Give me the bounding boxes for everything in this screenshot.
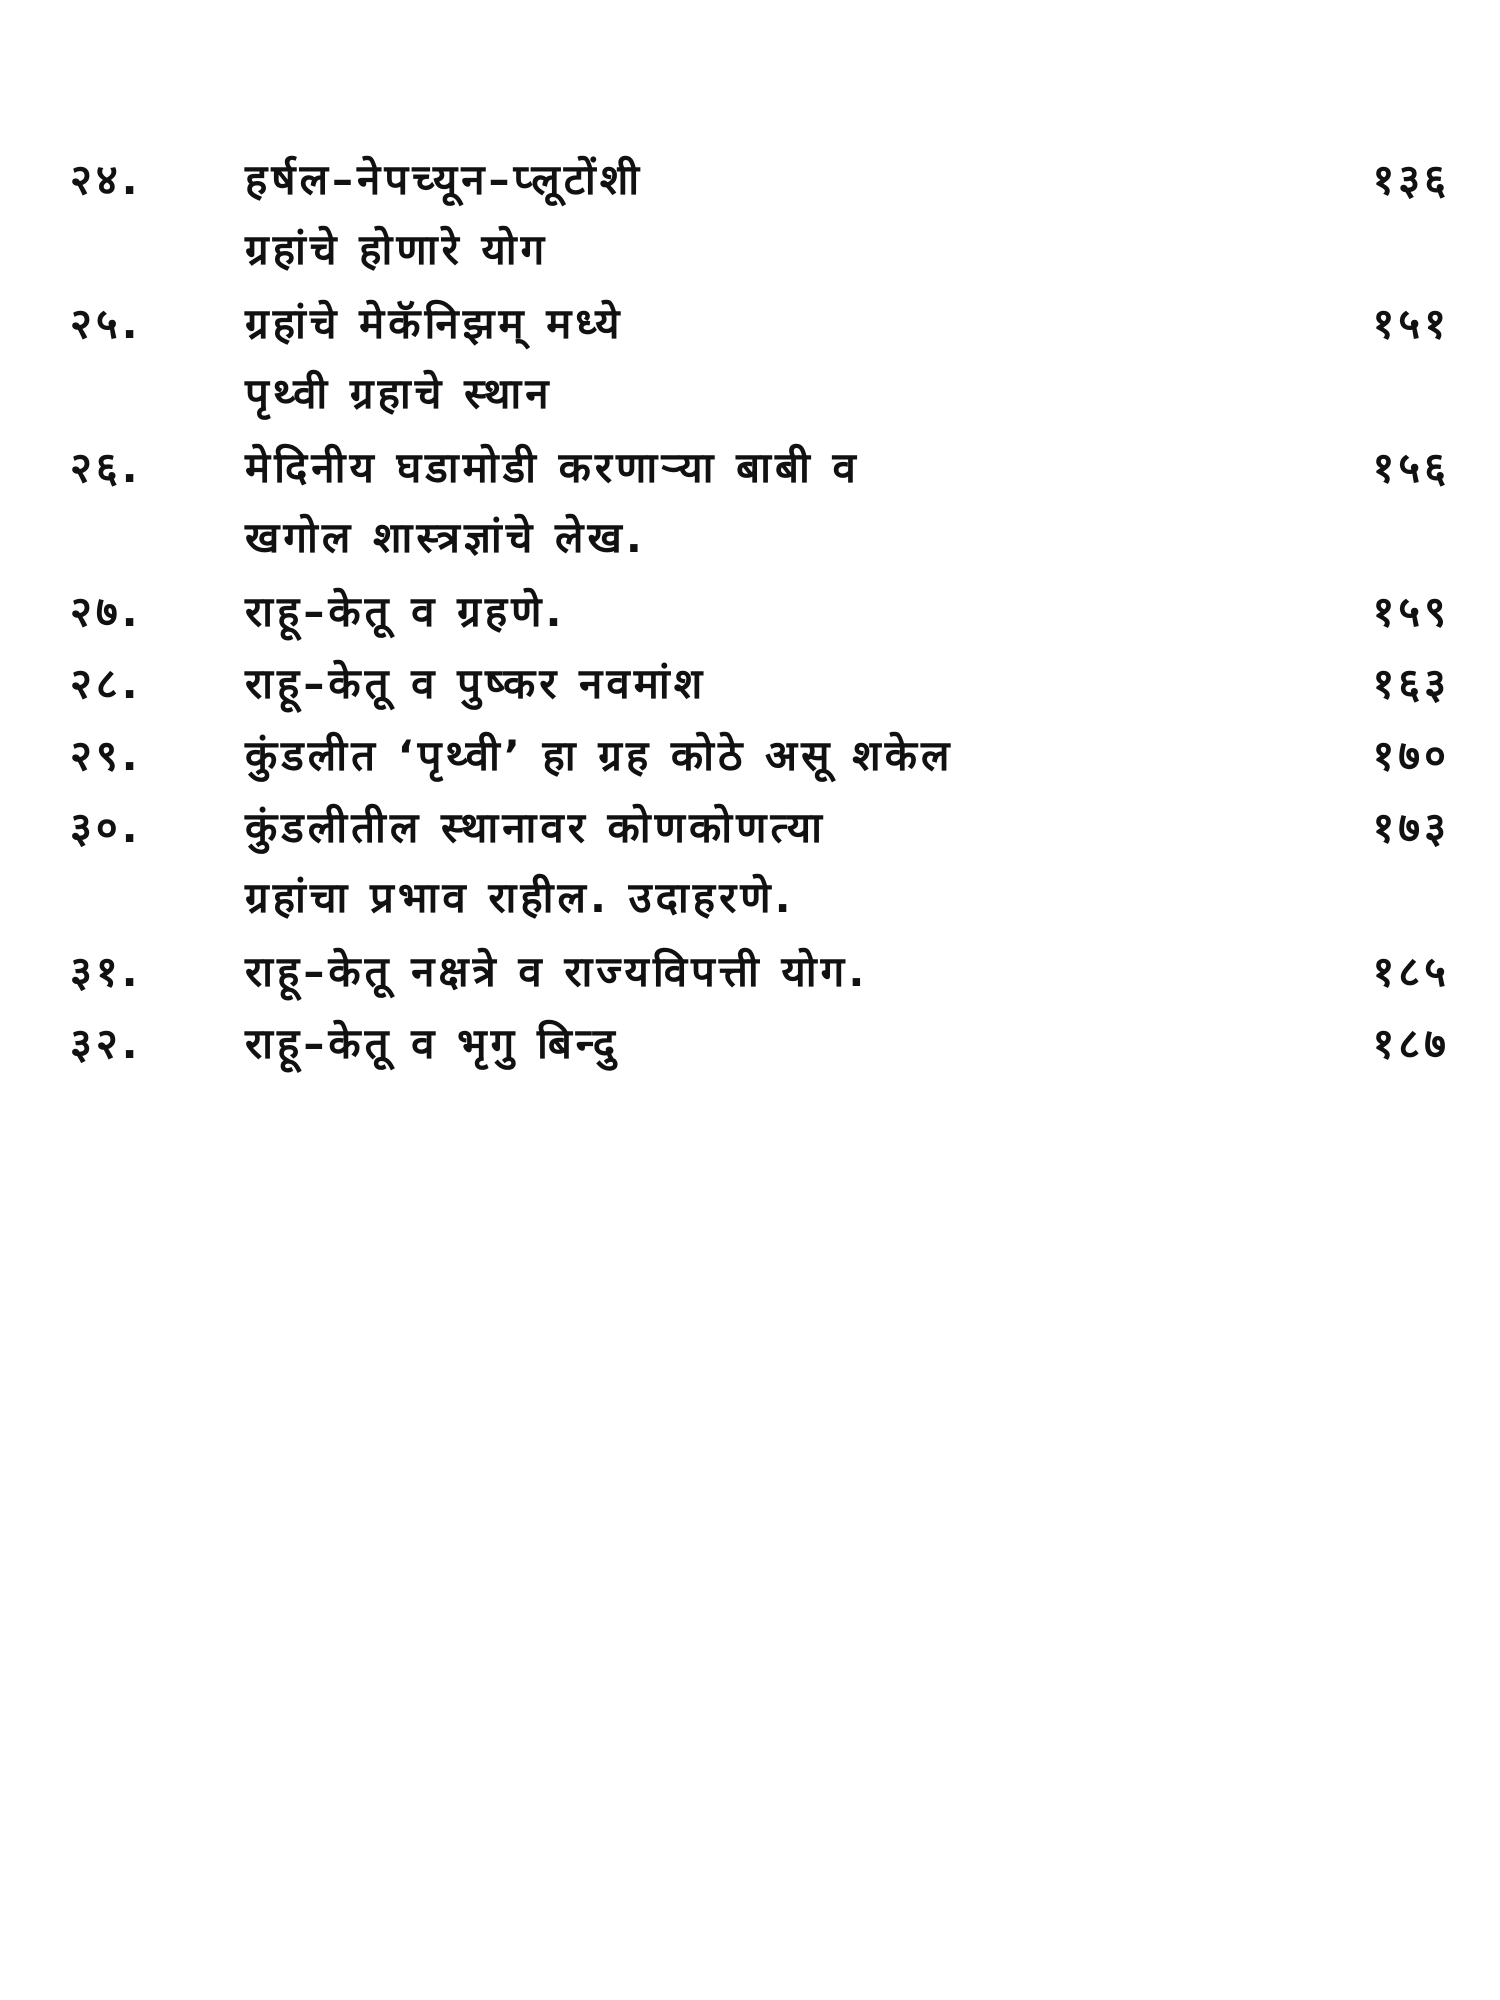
chapter-number: ३२. [70, 1019, 142, 1068]
toc-entry [70, 582, 1470, 652]
toc-entry [70, 1014, 1470, 1084]
chapter-number: २९. [70, 731, 142, 780]
chapter-number: ३०. [70, 803, 142, 852]
page-number: १३६ [1372, 155, 1450, 204]
toc-entry-line [70, 582, 1470, 652]
page-number: १५६ [1372, 443, 1450, 492]
chapter-title-continued: पृथ्वी ग्रहाचे स्थान [245, 369, 553, 418]
toc-entry [70, 942, 1470, 1012]
chapter-title: राहू–केतू व पुष्कर नवमांश [245, 659, 707, 708]
toc-entry-line [70, 1014, 1470, 1084]
toc-entry-continuation [70, 868, 1470, 940]
chapter-title: ग्रहांचे मेकॅनिझम् मध्ये [245, 299, 624, 348]
toc-entry [70, 294, 1470, 436]
chapter-title-continued: ग्रहांचे होणारे योग [245, 225, 549, 274]
chapter-title: कुंडलीत ‘पृथ्वी’ हा ग्रह कोठे असू शकेल [245, 731, 954, 780]
page-number: १६३ [1372, 659, 1450, 708]
toc-entry [70, 654, 1470, 724]
chapter-number: २८. [70, 659, 142, 708]
toc-entry-continuation [70, 508, 1470, 580]
chapter-number: २७. [70, 587, 142, 636]
chapter-title: मेदिनीय घडामोडी करणाऱ्या बाबी व [245, 443, 860, 492]
toc-entry-line [70, 798, 1470, 868]
toc-entry-continuation [70, 220, 1470, 292]
toc-entry-line [70, 726, 1470, 796]
page-number: १७० [1372, 731, 1450, 780]
chapter-number: २४. [70, 155, 142, 204]
chapter-title: राहू–केतू व ग्रहणे. [245, 587, 566, 636]
toc-entry [70, 438, 1470, 580]
toc-entry-line [70, 654, 1470, 724]
toc-entry [70, 150, 1470, 292]
toc-entry [70, 798, 1470, 940]
table-of-contents [70, 150, 1470, 1086]
chapter-title-continued: ग्रहांचा प्रभाव राहील. उदाहरणे. [245, 873, 795, 922]
page-number: १५१ [1372, 299, 1450, 348]
page-number: १८५ [1372, 947, 1450, 996]
chapter-number: ३१. [70, 947, 142, 996]
toc-entry-line [70, 942, 1470, 1012]
chapter-title-continued: खगोल शास्त्रज्ञांचे लेख. [245, 513, 646, 562]
toc-entry-continuation [70, 364, 1470, 436]
page-number: १८७ [1372, 1019, 1450, 1068]
chapter-title: कुंडलीतील स्थानावर कोणकोणत्या [245, 803, 826, 852]
chapter-title: राहू–केतू व भृगु बिन्दु [245, 1019, 620, 1068]
toc-entry-line [70, 150, 1470, 220]
toc-entry [70, 726, 1470, 796]
chapter-title: राहू–केतू नक्षत्रे व राज्यविपत्ती योग. [245, 947, 869, 996]
page-number: १५९ [1372, 587, 1450, 636]
page-number: १७३ [1372, 803, 1450, 852]
chapter-title: हर्षल–नेपच्यून–प्लूटोंशी [245, 155, 644, 204]
chapter-number: २५. [70, 299, 142, 348]
chapter-number: २६. [70, 443, 142, 492]
toc-entry-line [70, 438, 1470, 508]
toc-entry-line [70, 294, 1470, 364]
